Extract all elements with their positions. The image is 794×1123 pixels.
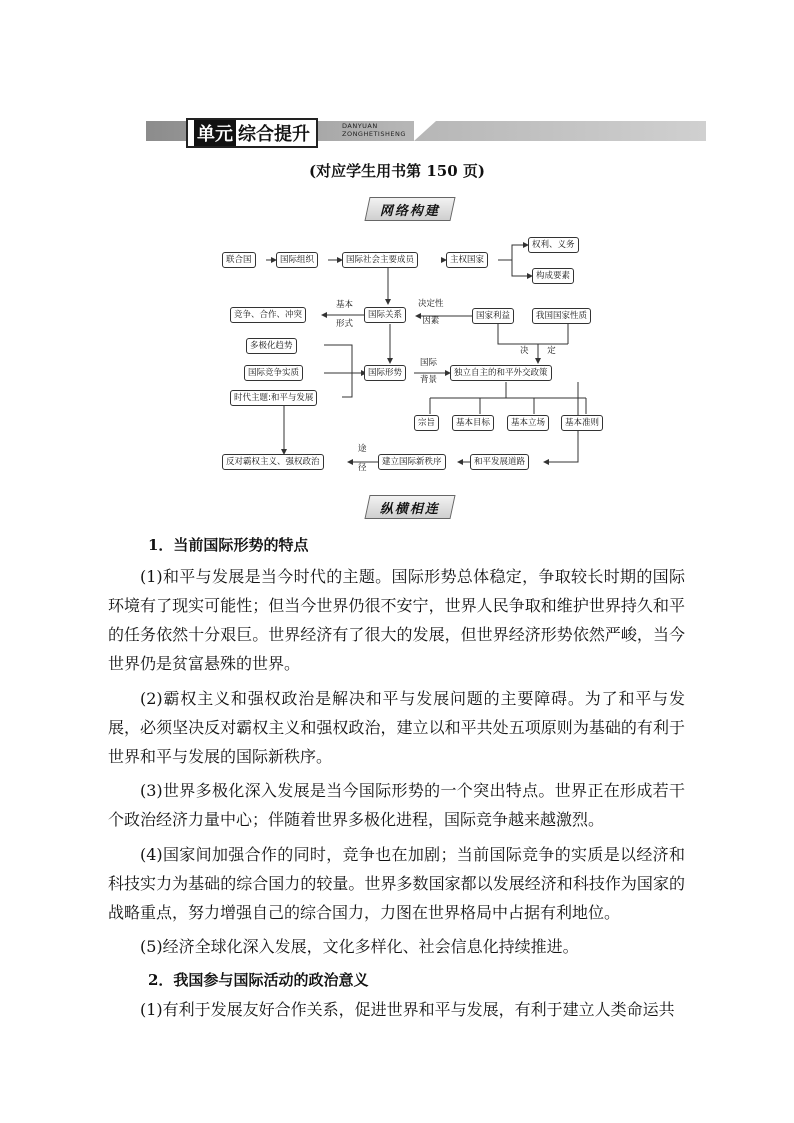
paragraph-1-3: (3)世界多极化深入发展是当今国际形势的一个突出特点。世界正在形成若干个政治经济力量中心；伴随着世界多极化进程，国际竞争越来越激烈。 bbox=[108, 781, 685, 829]
label-xingshi: 形式 bbox=[336, 319, 354, 329]
banner-pinyin bbox=[342, 122, 406, 138]
banner-notch bbox=[414, 121, 436, 141]
label-guoji: 国际 bbox=[420, 358, 438, 368]
banner-title bbox=[186, 118, 318, 148]
paragraph-1-4: (4)国家间加强合作的同时，竞争也在加剧；当前国际竞争的实质是以经济和科技实力为基础的综合国力的较量。世界多数国家都以发展经济和科技作为国家的战略重点，努力增强自己的综合国力，力图在世界格局中占据有利地位。 bbox=[108, 845, 685, 922]
edge-zt bbox=[342, 373, 352, 397]
node-shizhi: 国际竞争实质 bbox=[244, 365, 303, 381]
node-zongzhi: 宗旨 bbox=[414, 415, 439, 431]
banner-pinyin-line1: DANYUAN bbox=[342, 122, 378, 130]
node-zhuquan: 主权国家 bbox=[446, 252, 488, 268]
node-xingzhi: 我国国家性质 bbox=[532, 308, 591, 324]
node-fandui: 反对霸权主义、强权政治 bbox=[222, 454, 324, 470]
node-chengyuan: 国际社会主要成员 bbox=[342, 252, 418, 268]
banner-pinyin-line2: ZONGHETISHENG bbox=[342, 130, 406, 138]
label-guoji-beijing bbox=[420, 358, 437, 386]
node-liyi: 国家利益 bbox=[472, 308, 514, 324]
node-guoji-zuzhi: 国际组织 bbox=[276, 252, 318, 268]
section-tag-cross-label: 纵横相连 bbox=[380, 501, 441, 517]
label-jueding-yinsu bbox=[418, 299, 444, 327]
node-zhengce: 独立自主的和平外交政策 bbox=[450, 365, 552, 381]
concept-map-connectors bbox=[218, 236, 638, 476]
paragraph-1-2: (2)霸权主义和强权政治是解决和平与发展问题的主要障碍。为了和平与发展，必须坚决反对霸权主义和强权政治，建立以和平共处五项原则为基础的有利于世界和平与发展的国际新秩序。 bbox=[108, 689, 685, 766]
edge-zq-goucheng bbox=[512, 260, 532, 276]
section-tag-network-label: 网络构建 bbox=[380, 203, 441, 219]
node-guanxi: 国际关系 bbox=[364, 307, 406, 323]
label-beijing: 背景 bbox=[420, 375, 438, 385]
section-tag-network bbox=[364, 197, 455, 221]
node-zhunze: 基本准则 bbox=[561, 415, 603, 431]
label-jueding bbox=[520, 346, 556, 357]
node-jingzheng: 竞争、合作、冲突 bbox=[230, 307, 306, 323]
section-tag-cross bbox=[364, 495, 455, 519]
label-tu: 途 bbox=[358, 444, 367, 454]
node-lichang: 基本立场 bbox=[507, 415, 549, 431]
label-jue: 决 bbox=[520, 346, 529, 356]
node-xingshi: 国际形势 bbox=[364, 365, 406, 381]
label-juedingxing: 决定性 bbox=[418, 299, 444, 309]
banner-title-dark: 单元 bbox=[194, 120, 236, 146]
banner-title-light: 综合提升 bbox=[238, 124, 310, 145]
concept-map bbox=[218, 236, 638, 476]
node-goucheng: 构成要素 bbox=[532, 268, 574, 284]
node-mubiao: 基本目标 bbox=[452, 415, 494, 431]
node-daolu: 和平发展道路 bbox=[470, 454, 529, 470]
edge-zq-quanli bbox=[498, 245, 528, 260]
paragraph-2-1: (1)有利于发展友好合作关系，促进世界和平与发展，有利于建立人类命运共 bbox=[140, 1000, 675, 1019]
heading-2: 2．我国参与国际活动的政治意义 bbox=[148, 971, 369, 989]
edge-djh bbox=[324, 345, 352, 373]
node-zhixu: 建立国际新秩序 bbox=[378, 454, 446, 470]
label-yinsu: 因素 bbox=[422, 316, 440, 326]
label-jing: 径 bbox=[358, 463, 367, 473]
paragraph-1-5: (5)经济全球化深入发展，文化多样化、社会信息化持续推进。 bbox=[140, 937, 579, 956]
label-ding: 定 bbox=[547, 346, 556, 356]
node-zhuti: 时代主题:和平与发展 bbox=[230, 390, 317, 406]
page-reference: (对应学生用书第 150 页) bbox=[309, 162, 485, 180]
node-duojihua: 多极化趋势 bbox=[246, 338, 297, 354]
node-lianheguo: 联合国 bbox=[222, 252, 256, 268]
unit-banner bbox=[146, 118, 706, 144]
paragraph-1-1: (1)和平与发展是当今时代的主题。国际形势总体稳定，争取较长时期的国际环境有了现实可能性；但当今世界仍很不安宁，世界人民争取和维护世界持久和平的任务依然十分艰巨。世界经济有了很大的发展，但世界经济形势依然严峻，当今世界仍是贫富悬殊的世界。 bbox=[108, 567, 685, 673]
label-jiben: 基本 bbox=[336, 300, 354, 310]
node-quanli: 权利、义务 bbox=[528, 237, 579, 253]
heading-1: 1．当前国际形势的特点 bbox=[148, 536, 309, 554]
label-tujing bbox=[358, 444, 367, 474]
edge-ly-jd bbox=[498, 324, 568, 344]
label-jiben-xingshi bbox=[336, 300, 353, 330]
